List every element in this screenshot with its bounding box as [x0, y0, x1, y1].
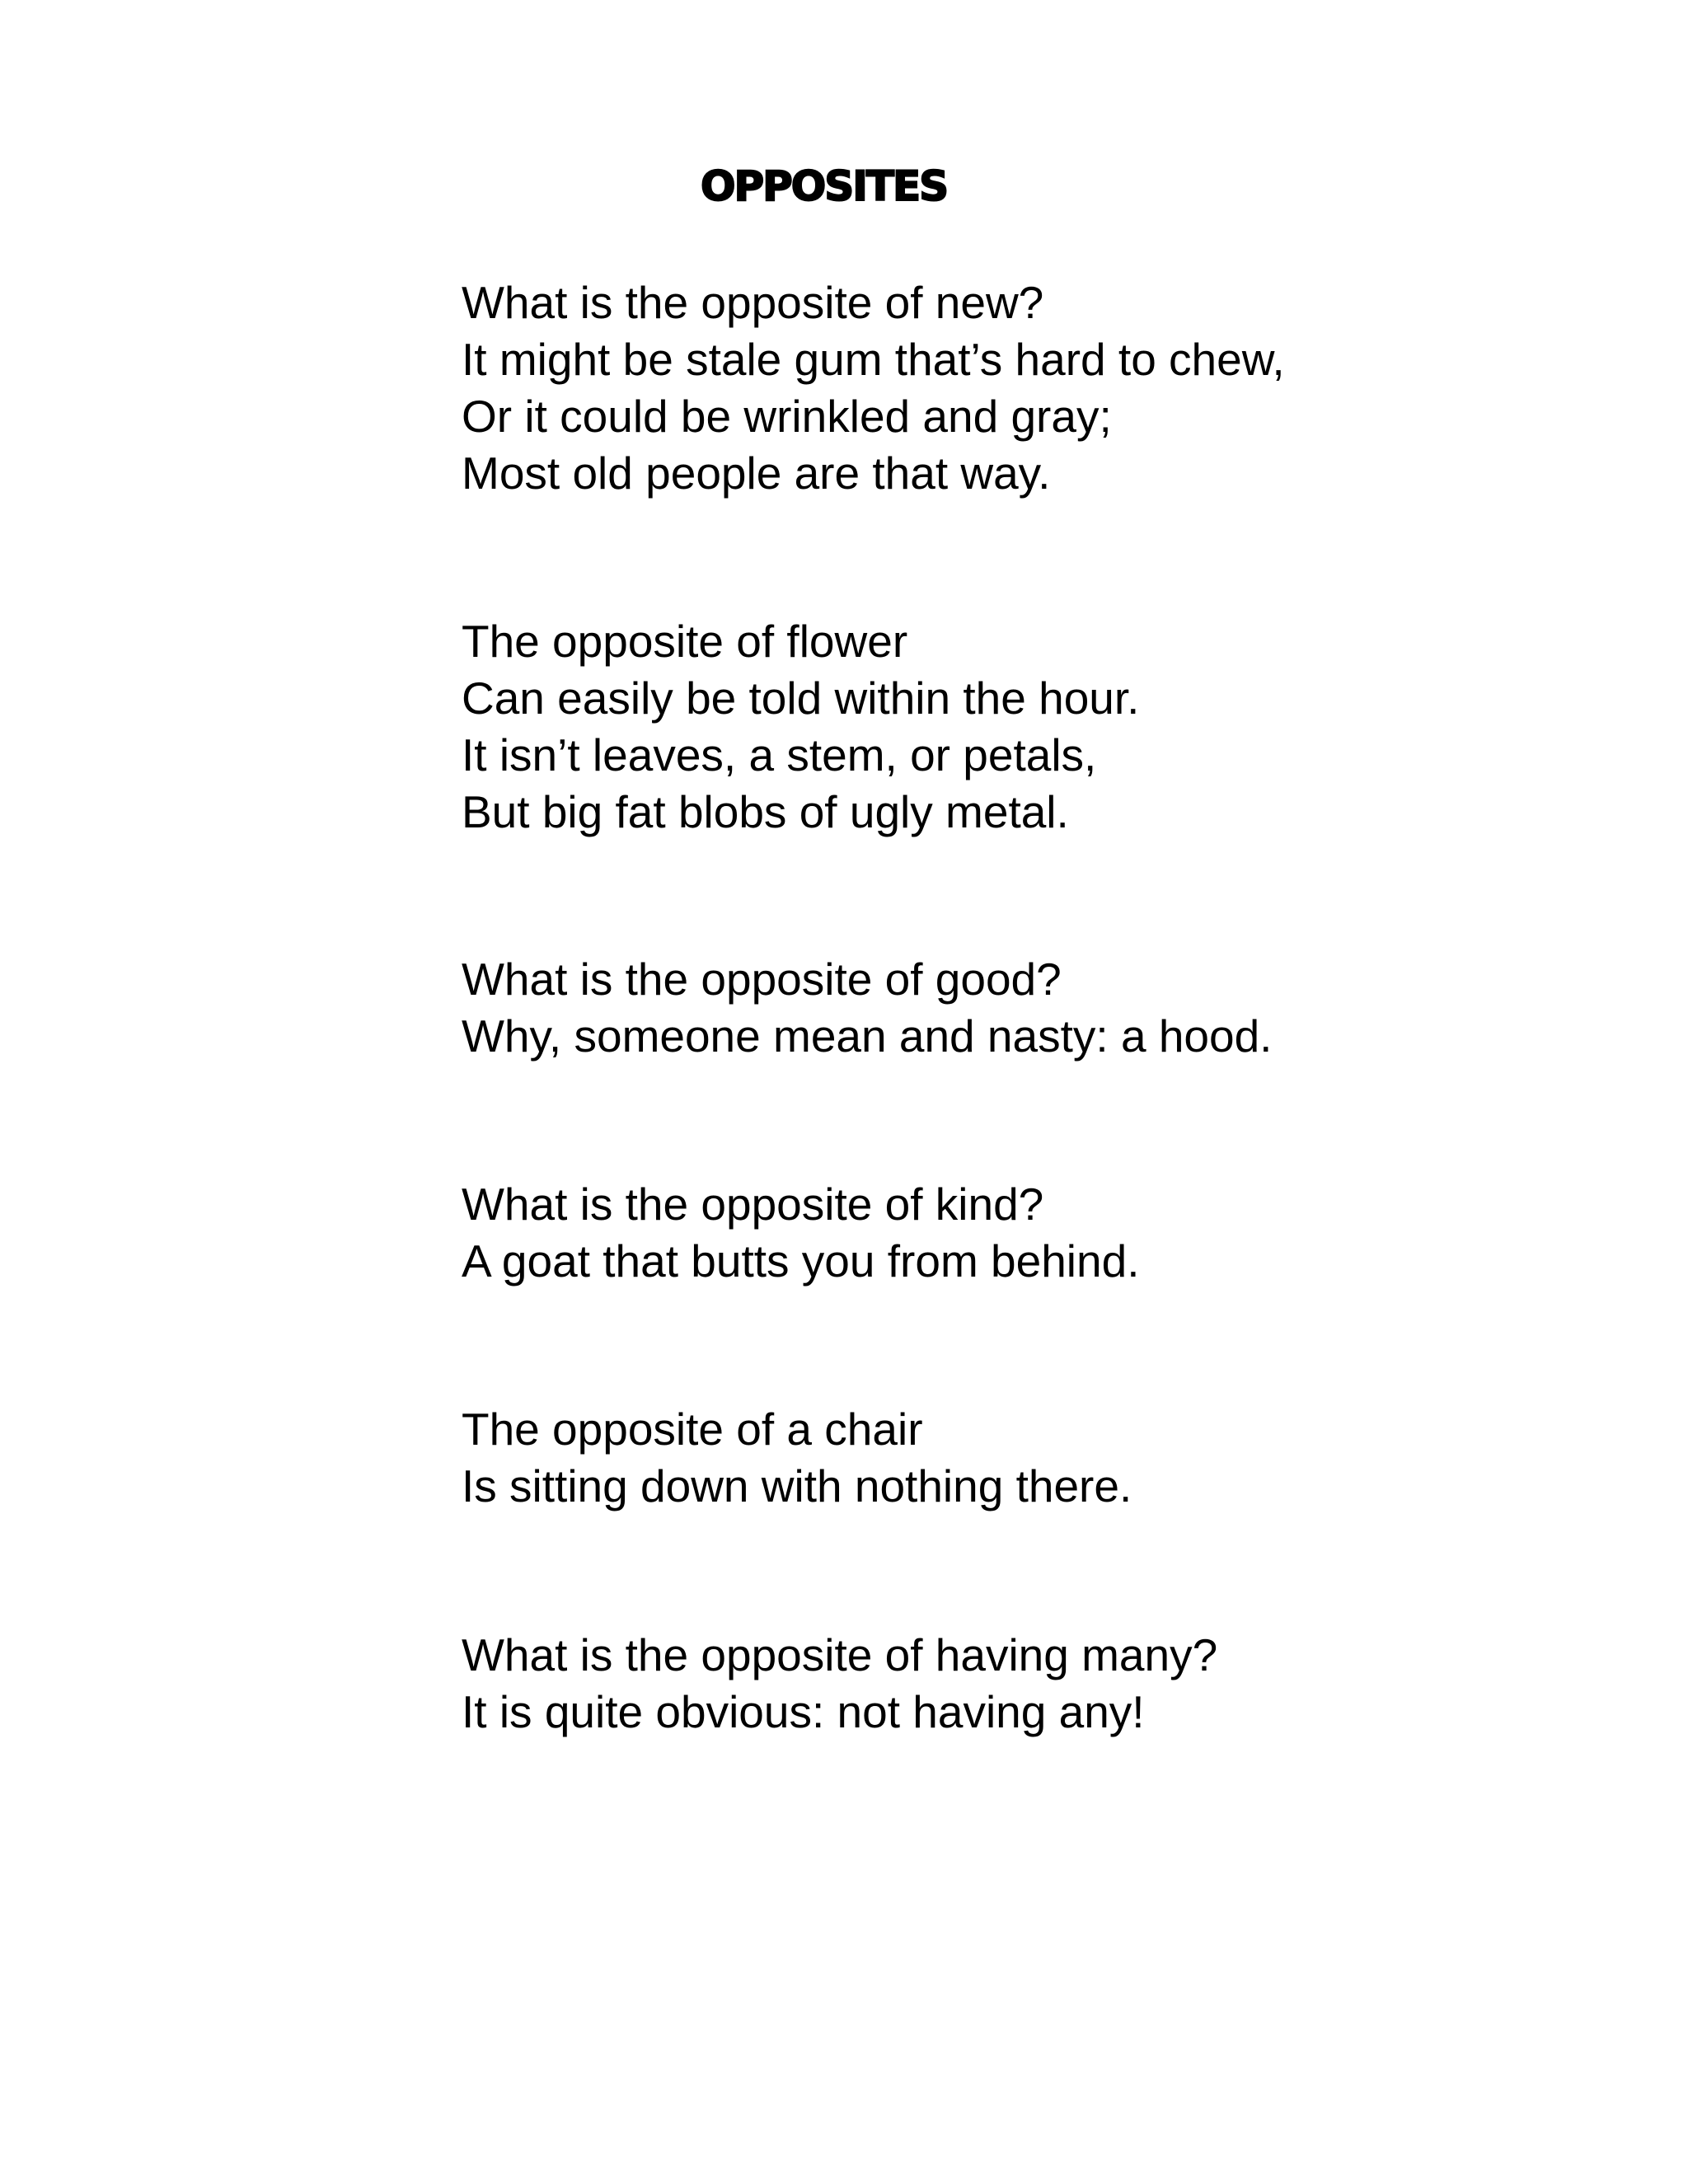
poem-line: Most old people are that way. — [462, 448, 1051, 499]
poem-line: What is the opposite of kind? — [462, 1179, 1044, 1230]
poem-line: It is quite obvious: not having any! — [462, 1686, 1145, 1737]
poem-line: It might be stale gum that’s hard to chew, — [462, 334, 1285, 385]
stanza-4 — [462, 1176, 1139, 1290]
poem-title: OPPOSITES — [701, 162, 948, 210]
stanza-6 — [462, 1627, 1217, 1741]
poem-line: What is the opposite of good? — [462, 954, 1062, 1005]
poem-line: Why, someone mean and nasty: a hood. — [462, 1010, 1273, 1062]
stanza-3 — [462, 951, 1272, 1065]
poem-line: What is the opposite of new? — [462, 277, 1044, 328]
poem-line: What is the opposite of having many? — [462, 1629, 1218, 1680]
poem-line: Can easily be told within the hour. — [462, 673, 1140, 724]
stanza-1 — [462, 274, 1285, 502]
poem-line: Is sitting down with nothing there. — [462, 1460, 1132, 1511]
poem-line: The opposite of a chair — [462, 1404, 923, 1455]
stanza-2 — [462, 613, 1139, 841]
poem-line: It isn’t leaves, a stem, or petals, — [462, 729, 1097, 780]
poem-line: Or it could be wrinkled and gray; — [462, 391, 1112, 442]
poem-line: But big fat blobs of ugly metal. — [462, 786, 1069, 837]
poem-line: A goat that butts you from behind. — [462, 1235, 1140, 1286]
poem-line: The opposite of flower — [462, 616, 908, 667]
stanza-5 — [462, 1401, 1132, 1515]
